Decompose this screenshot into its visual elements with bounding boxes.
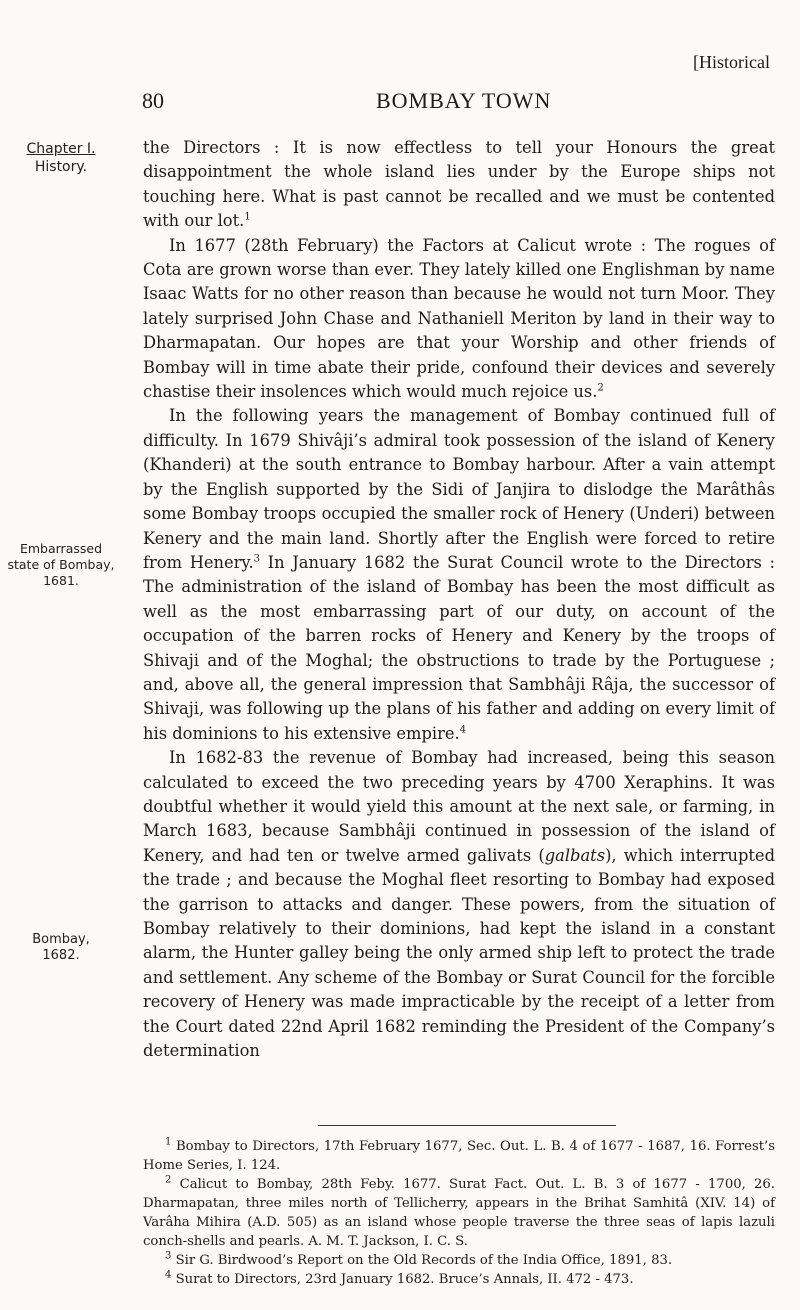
footnote-mark: 4 bbox=[165, 1269, 172, 1281]
sidenote-embarrassed-state bbox=[2, 541, 120, 589]
footnote-mark: 2 bbox=[165, 1174, 172, 1186]
footnote-ref: 4 bbox=[459, 724, 467, 736]
sidenote-bombay-1682 bbox=[2, 932, 120, 964]
sidenote-history-label: History. bbox=[34, 159, 88, 175]
footnote-ref: 3 bbox=[253, 553, 261, 565]
paragraph bbox=[143, 234, 775, 405]
sidenote-line: Embarrassed bbox=[19, 541, 103, 556]
section-label: [Historical bbox=[693, 52, 770, 72]
footnote-text: Surat to Directors, 23rd January 1682. Bruce’s Annals, II. 472 - 473. bbox=[171, 1272, 634, 1287]
footnote bbox=[143, 1251, 775, 1270]
sidenote-chapter bbox=[2, 140, 120, 176]
paragraph bbox=[143, 746, 775, 1063]
paragraph-text: the Directors : It is now effectless to tell your Honours the great disappointment the whole island lies under by the Europe ships not touching here. What is past cannot be recalled and we must be contented with our lot. bbox=[143, 138, 775, 231]
footnote-text: Sir G. Birdwood’s Report on the Old Records of the India Office, 1891, 83. bbox=[171, 1253, 673, 1268]
page-number: 80 bbox=[142, 88, 164, 113]
footnote-mark: 3 bbox=[165, 1250, 172, 1262]
paragraph-text: In January 1682 the Surat Council wrote to the Directors : The administration of the island of Bombay has been the most difficult as well as the most embarrassing part of our duty, on account of the occupation of the barren rocks of Henery and Kenery by the troops of Shivaji and of the Moghal; the obstructions to trade by the Portuguese ; and, above all, the general impression that Sambhâji Râja, the successor of Shivaji, was following up the plans of his father and adding on every limit of his dominions to his extensive empire. bbox=[143, 552, 775, 743]
paragraph-text: In 1682-83 the revenue of Bombay had increased, being this season calculated to exceed the two preceding years by 4700 Xeraphins. It was doubtful whether it would yield this amount at the next sale, or farming, in March 1683, because Sambhâji continued in possession of the island of Kenery, and had ten or twelve armed galivats ( bbox=[143, 748, 775, 865]
footnote-mark: 1 bbox=[165, 1136, 172, 1148]
paragraph bbox=[143, 136, 775, 234]
sidenote-line: 1682. bbox=[42, 948, 80, 963]
sidenote-line: state of Bombay, bbox=[7, 557, 115, 572]
paragraph-text: In 1677 (28th February) the Factors at Calicut wrote : The rogues of Cota are grown worse than ever. They lately killed one Englishman by name Isaac Watts for no other reason than because he would not turn Moor. They lately surprised John Chase and Nathaniell Meriton by land in their way to Dharmapatan. Our hopes are that your Worship and other friends of Bombay will in time abate their pride, confound their devices and severely chastise their insolences which would much rejoice us. bbox=[143, 235, 775, 402]
footnote bbox=[143, 1137, 775, 1175]
sidenote-chapter-label: Chapter I. bbox=[26, 141, 96, 157]
footnotes bbox=[143, 1137, 775, 1289]
footnote-text: Bombay to Directors, 17th February 1677, Sec. Out. L. B. 4 of 1677 - 1687, 16. Forrest’s Home Series, I. 124. bbox=[143, 1139, 775, 1173]
italic-term: galbats bbox=[544, 845, 606, 865]
body-text bbox=[143, 136, 775, 1063]
footnote bbox=[143, 1270, 775, 1289]
paragraph-text: In the following years the management of Bombay continued full of difficulty. In 1679 Shivâji’s admiral took possession of the island of Kenery (Khanderi) at the south entrance to Bombay harbour. After a vain attempt by the English supported by the Sidi of Janjira to dislodge the Marâthâs some Bombay troops occupied the smaller rock of Henery (Underi) between Kenery and the main land. Shortly after the English were forced to retire from Henery. bbox=[143, 406, 775, 572]
running-title: BOMBAY TOWN bbox=[376, 88, 552, 113]
paragraph-text: ), which interrupted the trade ; and because the Moghal fleet resorting to Bombay had exposed the garrison to attacks and danger. These powers, from the situation of Bombay relatively to their dominions, had kept the island in a constant alarm, the Hunter galley being the only armed ship left to protect the trade and settlement. Any scheme of the Bombay or Surat Council for the forcible recovery of Henery was made impracticable by the receipt of a letter from the Court dated 22nd April 1682 reminding the President of the Company’s determination bbox=[143, 845, 775, 1061]
footnote bbox=[143, 1175, 775, 1251]
footnote-ref: 1 bbox=[244, 211, 251, 223]
footnote-ref: 2 bbox=[597, 382, 604, 394]
sidenote-line: 1681. bbox=[43, 573, 79, 588]
footnote-divider bbox=[318, 1125, 616, 1126]
sidenote-line: Bombay, bbox=[32, 932, 90, 947]
footnote-text: Calicut to Bombay, 28th Feby. 1677. Surat Fact. Out. L. B. 3 of 1677 - 1700, 26. Dharmapatan, three miles north of Tellicherry, appears in the Brihat Samhitâ (XIV. 14) of Varâha Mihira (A.D. 505) as an island whose people traverse the three seas of lapis lazuli conch-shells and pearls. A. M. T. Jackson, I. C. S. bbox=[143, 1177, 775, 1249]
paragraph bbox=[143, 404, 775, 746]
